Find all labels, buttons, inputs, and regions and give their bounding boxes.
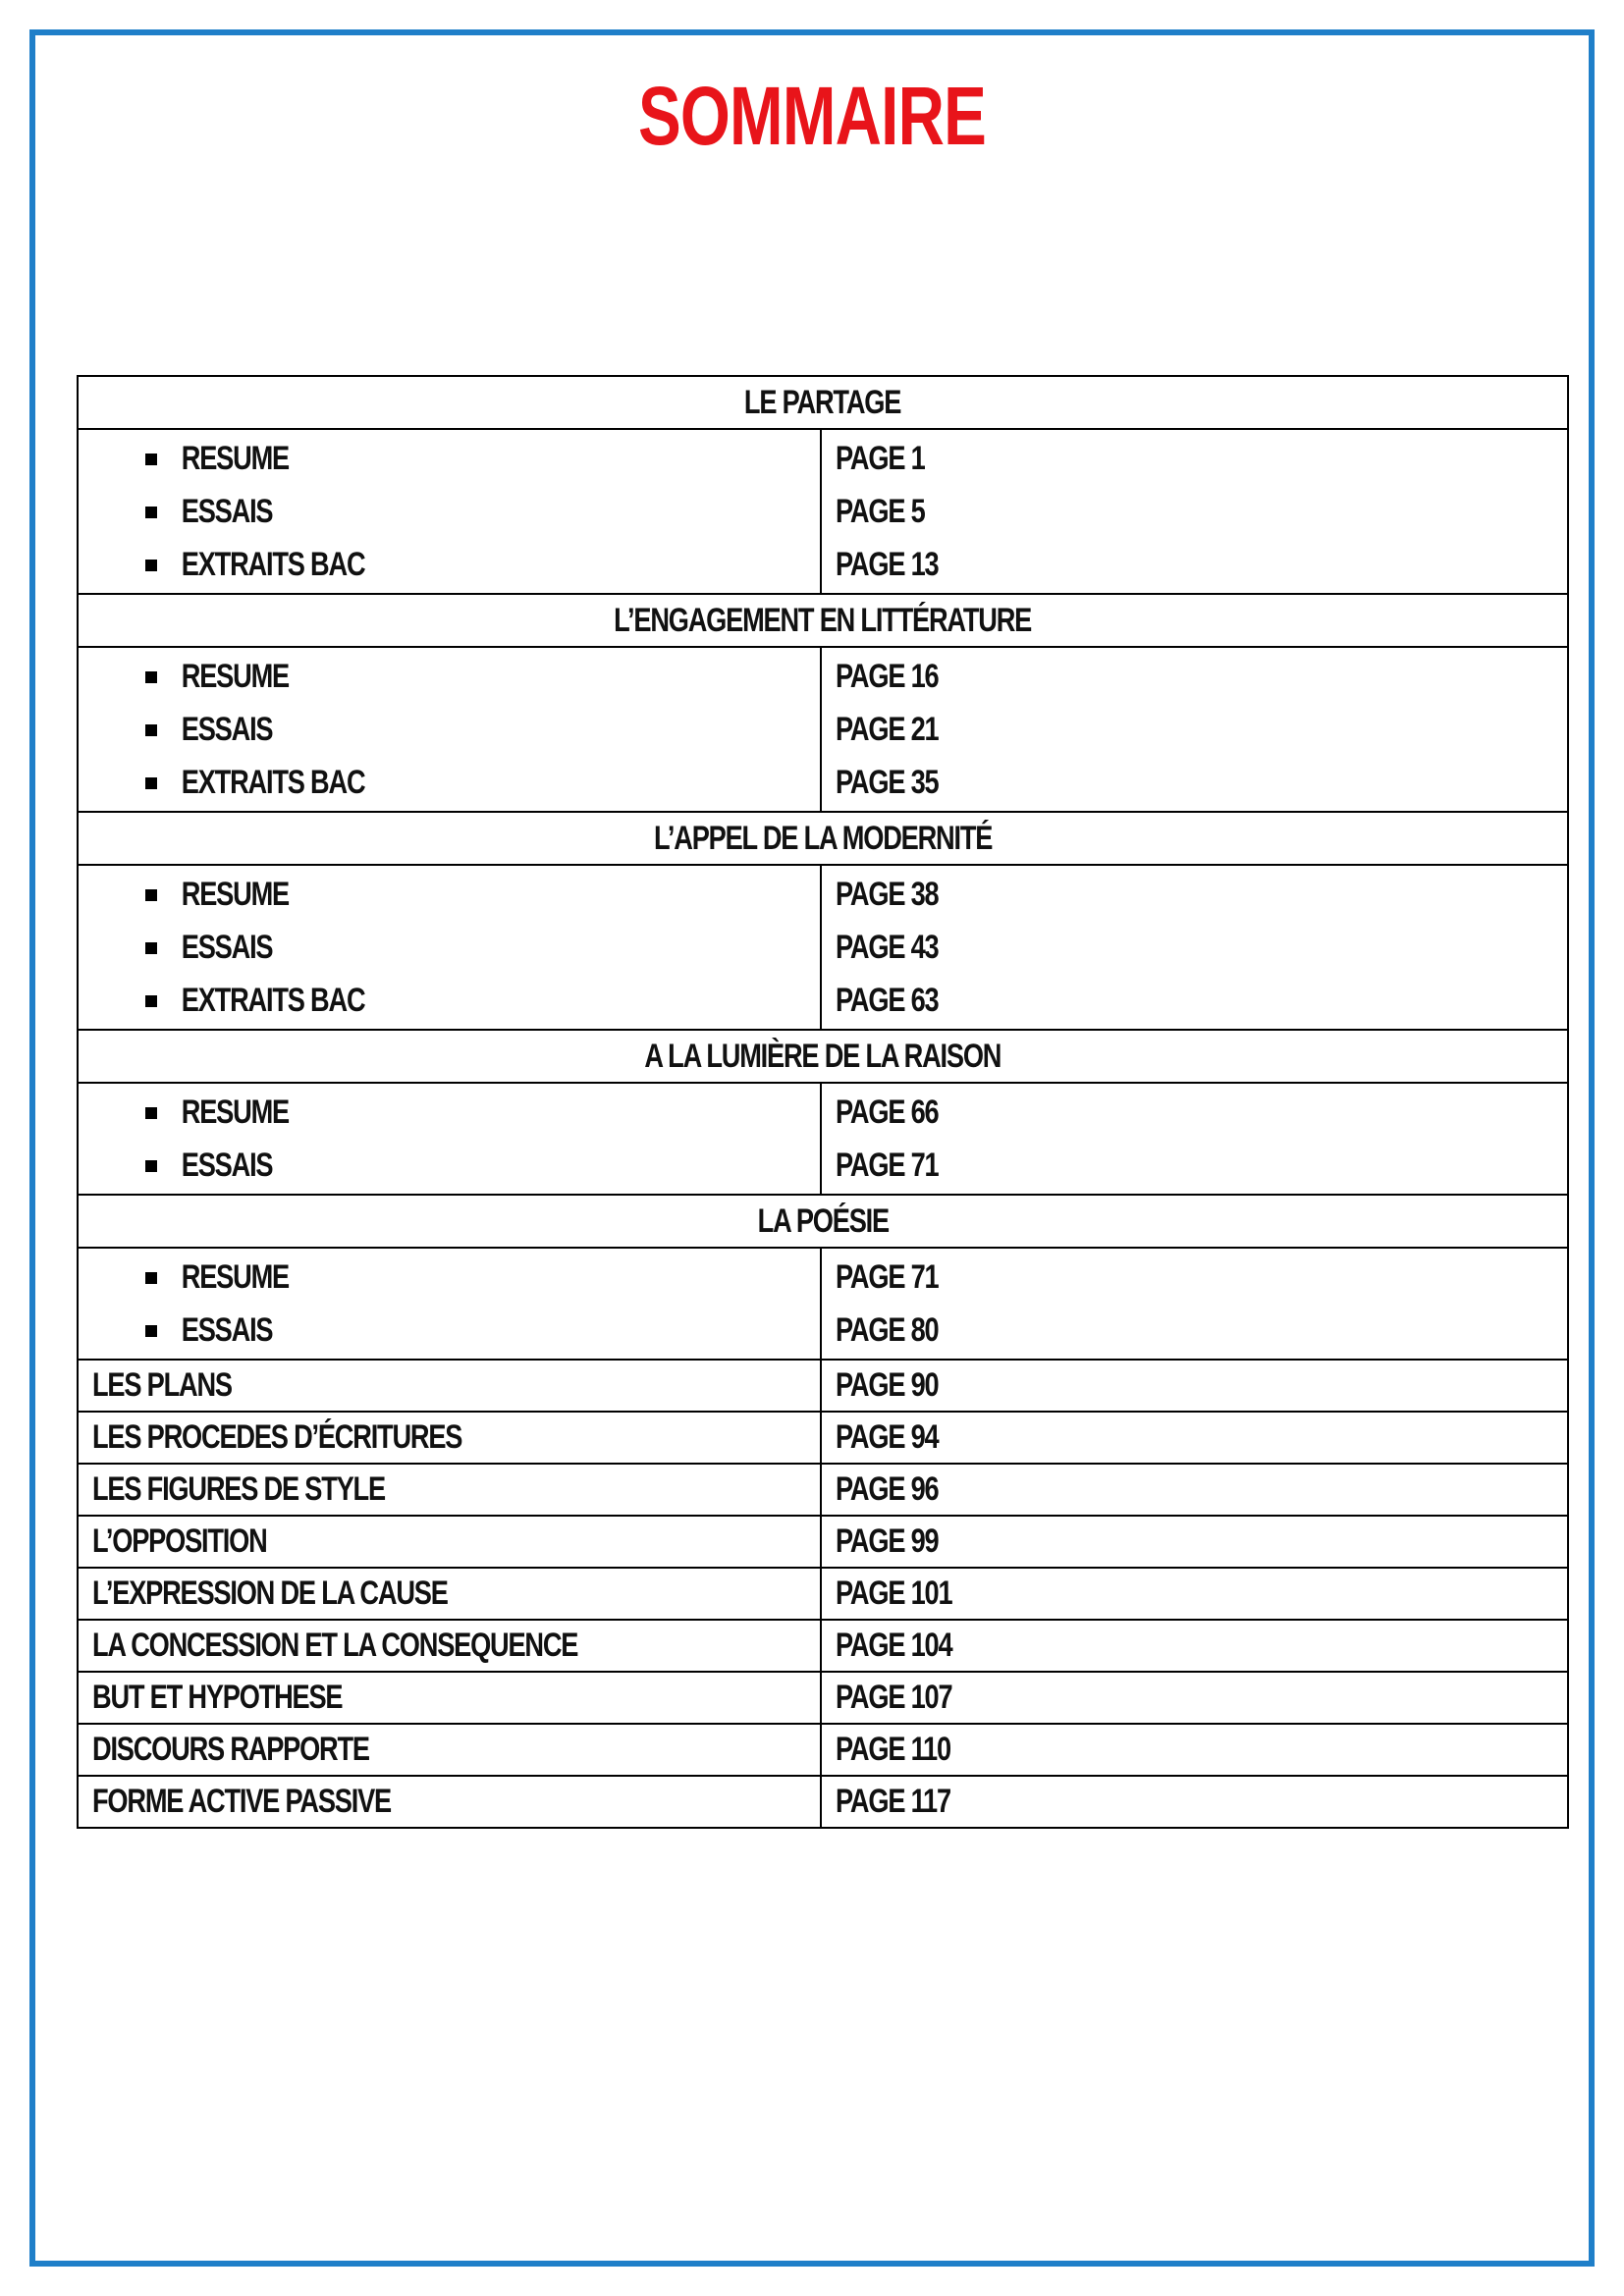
entry-page-number: PAGE 96 <box>836 1470 939 1508</box>
entry-label: LES FIGURES DE STYLE <box>92 1470 385 1508</box>
entry-label: DISCOURS RAPPORTE <box>92 1731 369 1768</box>
table-row <box>78 1568 1568 1620</box>
list-item <box>79 650 820 703</box>
section-items-labels <box>78 1083 821 1195</box>
section-heading-row <box>78 594 1568 647</box>
section-heading: A LA LUMIÈRE DE LA RAISON <box>644 1038 1001 1075</box>
item-page <box>822 756 1567 809</box>
item-label: ESSAIS <box>181 493 273 530</box>
item-page <box>822 1086 1567 1139</box>
item-page-number: PAGE 38 <box>836 876 939 913</box>
entry-page-cell <box>821 1724 1568 1776</box>
table-row <box>78 1464 1568 1516</box>
item-page <box>822 921 1567 974</box>
section-heading-cell <box>78 1030 1568 1083</box>
section-heading-cell <box>78 812 1568 865</box>
table-row <box>78 1620 1568 1672</box>
item-label: ESSAIS <box>181 1311 273 1349</box>
entry-page-number: PAGE 117 <box>836 1783 950 1820</box>
entry-label: LA CONCESSION ET LA CONSEQUENCE <box>92 1627 578 1664</box>
item-page-number: PAGE 71 <box>836 1258 939 1296</box>
item-label: RESUME <box>181 1094 289 1131</box>
item-page-number: PAGE 5 <box>836 493 925 530</box>
entry-page-cell <box>821 1412 1568 1464</box>
entry-page-number: PAGE 104 <box>836 1627 952 1664</box>
list-item <box>79 1304 820 1357</box>
list-item <box>79 703 820 756</box>
list-item <box>79 485 820 538</box>
item-page-number: PAGE 35 <box>836 764 939 801</box>
entry-label-cell <box>78 1360 821 1412</box>
item-label: ESSAIS <box>181 711 273 748</box>
item-page <box>822 485 1567 538</box>
entry-label-cell <box>78 1776 821 1828</box>
section-items-pages <box>821 429 1568 594</box>
section-items-labels <box>78 647 821 812</box>
entry-page-cell <box>821 1620 1568 1672</box>
entry-label-cell <box>78 1620 821 1672</box>
item-page <box>822 1304 1567 1357</box>
section-heading-row <box>78 812 1568 865</box>
item-label: RESUME <box>181 876 289 913</box>
item-page-number: PAGE 71 <box>836 1147 939 1184</box>
entry-page-cell <box>821 1776 1568 1828</box>
entry-label-cell <box>78 1724 821 1776</box>
table-row <box>78 1672 1568 1724</box>
section-items-pages <box>821 1083 1568 1195</box>
item-page <box>822 650 1567 703</box>
item-label: EXTRAITS BAC <box>181 982 365 1019</box>
section-items-row <box>78 1083 1568 1195</box>
entry-label: LES PLANS <box>92 1366 232 1404</box>
section-heading: L’APPEL DE LA MODERNITÉ <box>653 820 993 857</box>
list-item <box>79 1086 820 1139</box>
item-label: RESUME <box>181 658 289 695</box>
section-heading-row <box>78 1030 1568 1083</box>
page-title: SOMMAIRE <box>637 70 987 162</box>
entry-label-cell <box>78 1464 821 1516</box>
item-page <box>822 1139 1567 1192</box>
entry-page-cell <box>821 1360 1568 1412</box>
section-items-labels <box>78 865 821 1030</box>
section-heading-cell <box>78 594 1568 647</box>
entry-page-cell <box>821 1464 1568 1516</box>
item-page-number: PAGE 1 <box>836 440 925 477</box>
item-page-number: PAGE 13 <box>836 546 939 583</box>
table-row <box>78 1776 1568 1828</box>
section-items-pages <box>821 865 1568 1030</box>
entry-page-cell <box>821 1568 1568 1620</box>
item-page <box>822 974 1567 1027</box>
item-page-number: PAGE 63 <box>836 982 939 1019</box>
list-item <box>79 1139 820 1192</box>
section-heading-cell <box>78 1195 1568 1248</box>
entry-label-cell <box>78 1568 821 1620</box>
item-page-number: PAGE 16 <box>836 658 939 695</box>
section-heading: LE PARTAGE <box>744 384 901 421</box>
list-item <box>79 756 820 809</box>
entry-label-cell <box>78 1672 821 1724</box>
table-row <box>78 1516 1568 1568</box>
item-label: RESUME <box>181 1258 289 1296</box>
item-page <box>822 538 1567 591</box>
item-label: ESSAIS <box>181 1147 273 1184</box>
entry-page-cell <box>821 1672 1568 1724</box>
table-row <box>78 1412 1568 1464</box>
table-row <box>78 1724 1568 1776</box>
section-items-row <box>78 647 1568 812</box>
list-item <box>79 868 820 921</box>
list-item <box>79 538 820 591</box>
entry-label: LES PROCEDES D’ÉCRITURES <box>92 1418 462 1456</box>
item-page-number: PAGE 43 <box>836 929 939 966</box>
section-items-labels <box>78 1248 821 1360</box>
item-page <box>822 432 1567 485</box>
section-items-row <box>78 865 1568 1030</box>
entry-page-number: PAGE 99 <box>836 1522 939 1560</box>
item-page <box>822 703 1567 756</box>
list-item <box>79 432 820 485</box>
item-page-number: PAGE 80 <box>836 1311 939 1349</box>
item-page <box>822 868 1567 921</box>
section-items-row <box>78 1248 1568 1360</box>
item-label: RESUME <box>181 440 289 477</box>
item-label: ESSAIS <box>181 929 273 966</box>
table-of-contents <box>77 375 1569 1829</box>
list-item <box>79 921 820 974</box>
item-page <box>822 1251 1567 1304</box>
section-heading-cell <box>78 376 1568 429</box>
entry-page-number: PAGE 94 <box>836 1418 939 1456</box>
section-heading: L’ENGAGEMENT EN LITTÉRATURE <box>614 602 1032 639</box>
list-item <box>79 1251 820 1304</box>
entry-page-number: PAGE 101 <box>836 1575 952 1612</box>
item-label: EXTRAITS BAC <box>181 764 365 801</box>
entry-label: L’OPPOSITION <box>92 1522 267 1560</box>
entry-label: L’EXPRESSION DE LA CAUSE <box>92 1575 448 1612</box>
entry-page-number: PAGE 110 <box>836 1731 950 1768</box>
entry-page-number: PAGE 90 <box>836 1366 939 1404</box>
section-heading: LA POÉSIE <box>757 1202 889 1240</box>
section-items-pages <box>821 1248 1568 1360</box>
entry-label: FORME ACTIVE PASSIVE <box>92 1783 391 1820</box>
entry-label-cell <box>78 1412 821 1464</box>
section-heading-row <box>78 376 1568 429</box>
section-heading-row <box>78 1195 1568 1248</box>
entry-page-cell <box>821 1516 1568 1568</box>
section-items-labels <box>78 429 821 594</box>
entry-label-cell <box>78 1516 821 1568</box>
item-label: EXTRAITS BAC <box>181 546 365 583</box>
item-page-number: PAGE 21 <box>836 711 939 748</box>
entry-page-number: PAGE 107 <box>836 1679 952 1716</box>
table-row <box>78 1360 1568 1412</box>
section-items-pages <box>821 647 1568 812</box>
item-page-number: PAGE 66 <box>836 1094 939 1131</box>
section-items-row <box>78 429 1568 594</box>
entry-label: BUT ET HYPOTHESE <box>92 1679 343 1716</box>
list-item <box>79 974 820 1027</box>
